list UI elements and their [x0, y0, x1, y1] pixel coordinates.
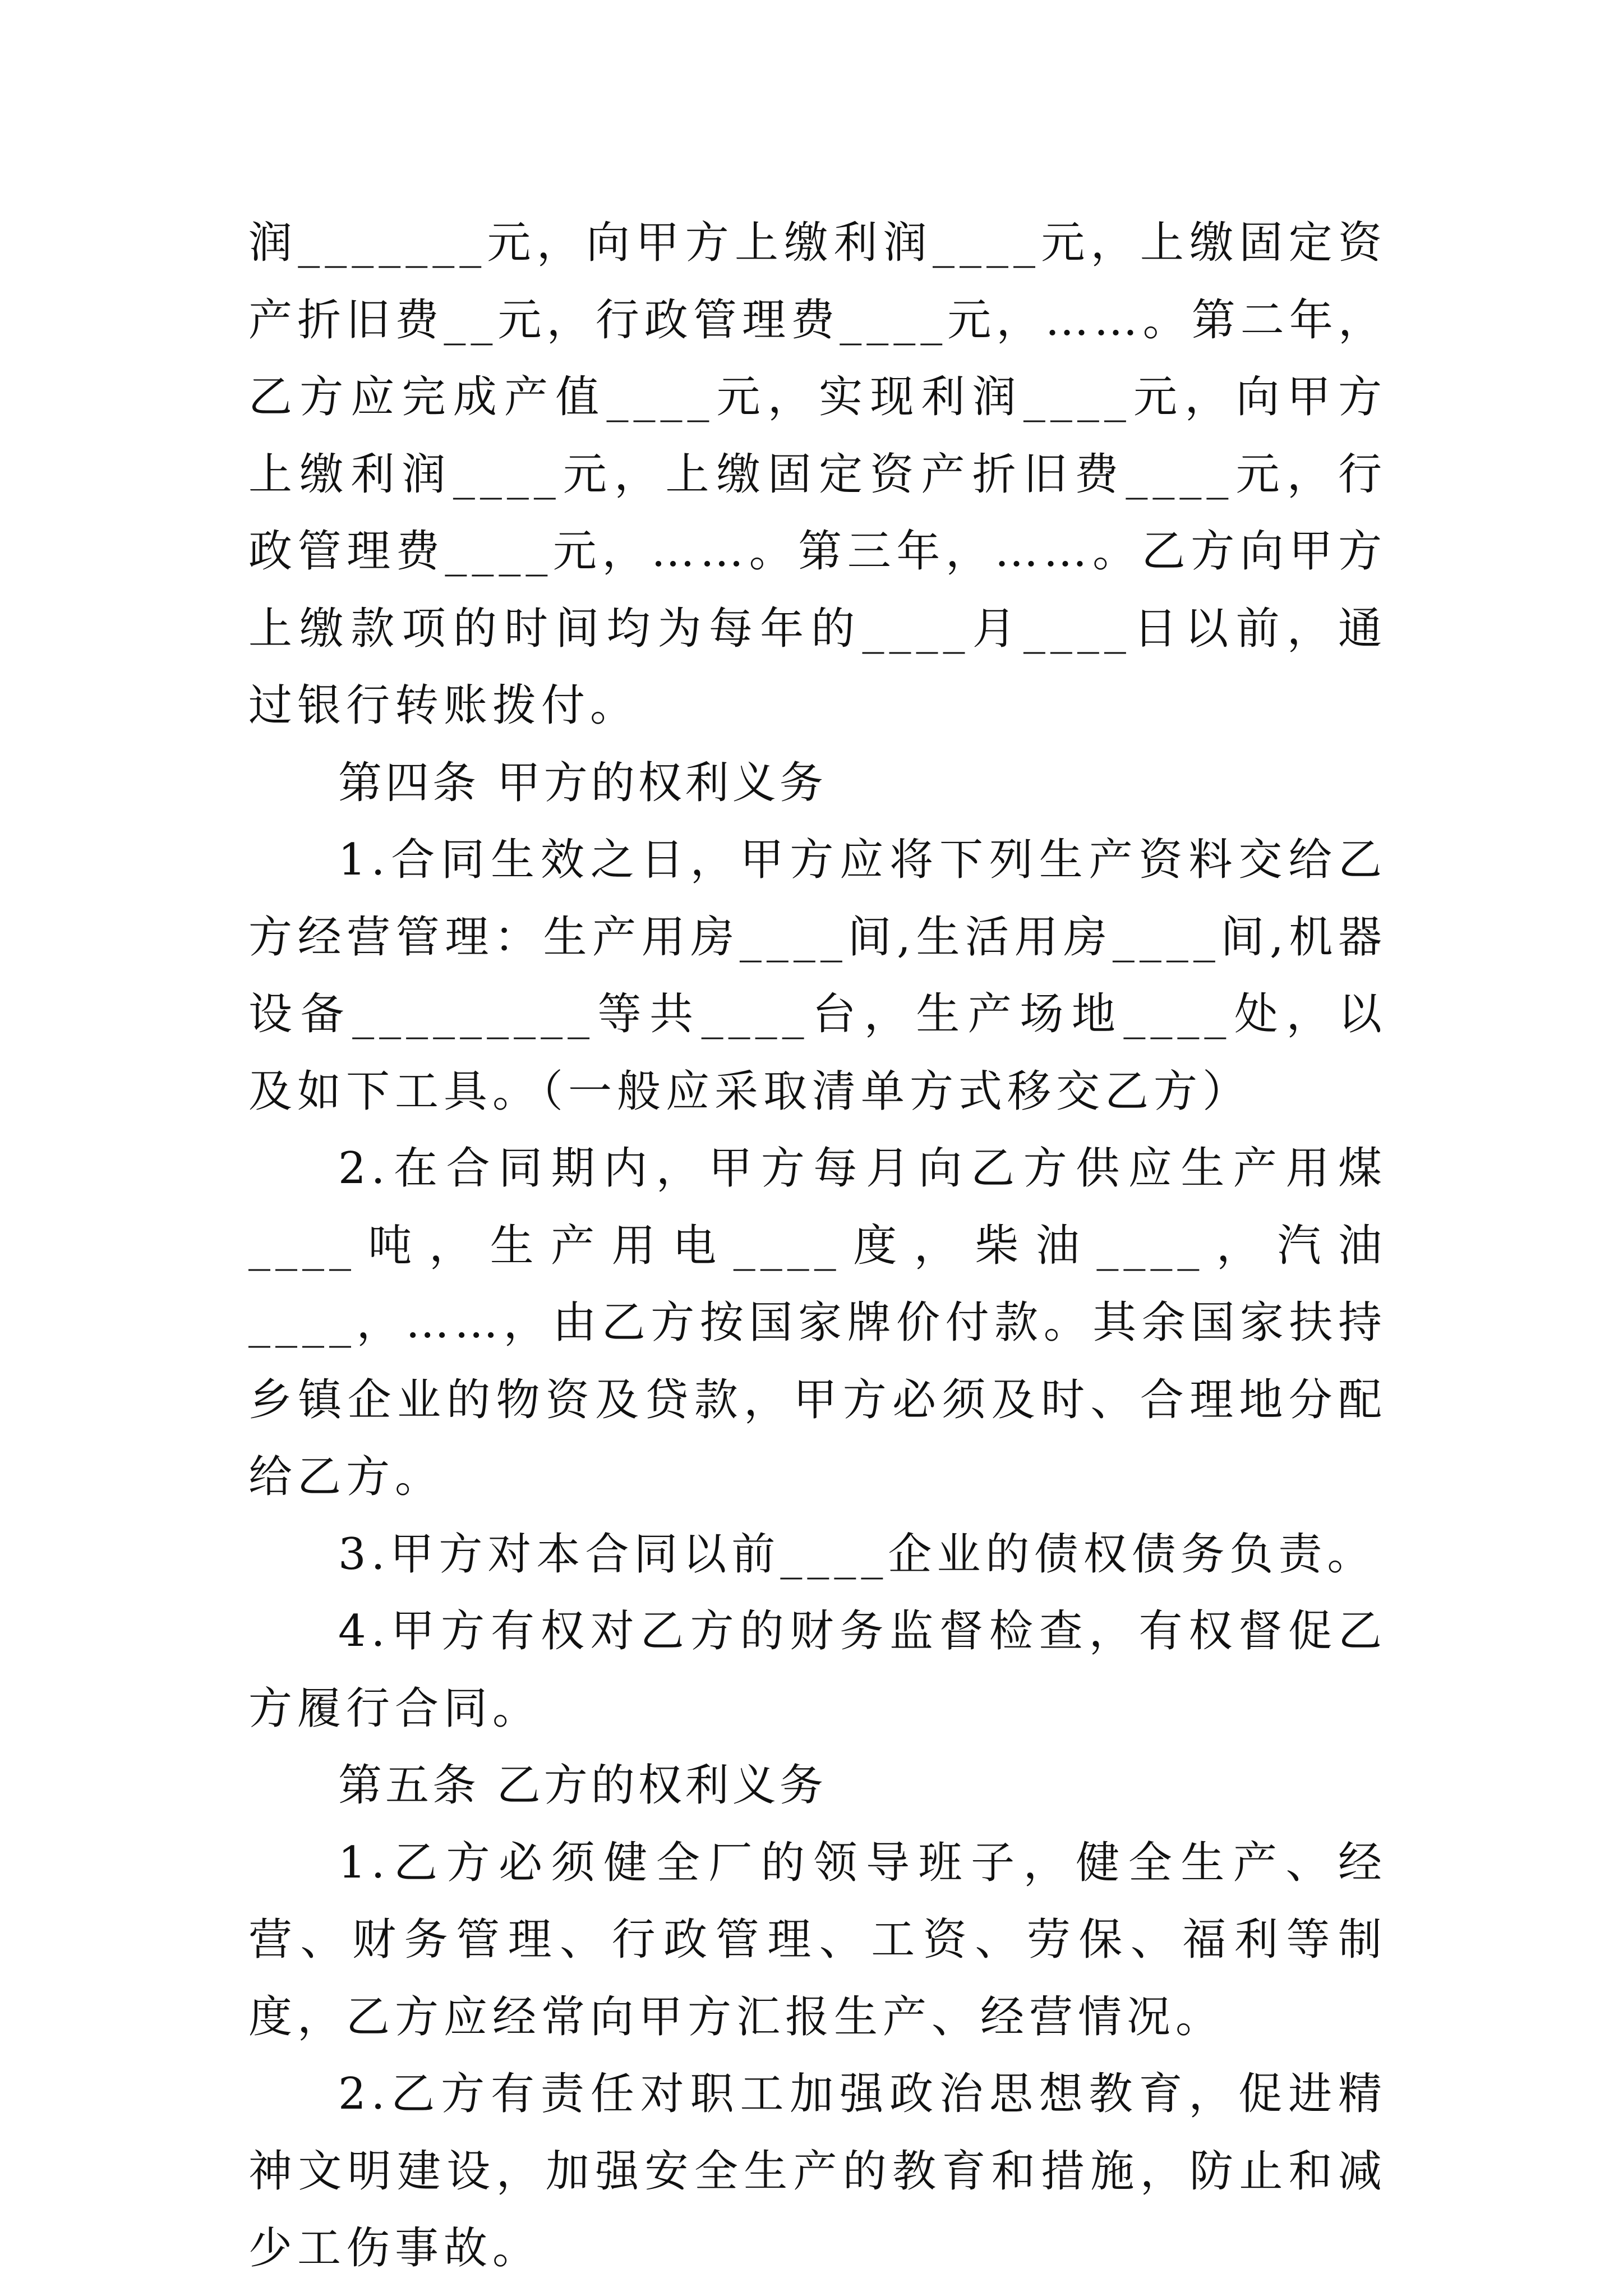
- paragraph-article-5-item-1: 1.乙方必须健全厂的领导班子，健全生产、经营、财务管理、行政管理、工资、劳保、福利等制度，乙方应经常向甲方汇报生产、经营情况。: [248, 1837, 1387, 2042]
- section-heading-article-5: 第五条 乙方的权利义务: [338, 1760, 827, 1811]
- paragraph-article-5-item-2: 2.乙方有责任对职工加强政治思想教育，促进精神文明建设，加强安全生产的教育和措施，防止和减少工伤事故。: [248, 2069, 1387, 2274]
- section-heading-article-4: 第四条 甲方的权利义务: [338, 757, 827, 808]
- paragraph-article-4-item-4: 4.甲方有权对乙方的财务监督检查，有权督促乙方履行合同。: [248, 1606, 1387, 1734]
- paragraph-article-4-item-3: 3.甲方对本合同以前____企业的债权债务负责。: [338, 1529, 1376, 1580]
- paragraph-payment-schedule: 润_______元，向甲方上缴利润____元，上缴固定资产折旧费__元，行政管理费____元，……。第二年，乙方应完成产值____元，实现利润____元，向甲方上缴利润____元，上缴固定资产折旧费____元，行政管理费____元，……。第三年，……。乙方向甲方上缴款项的时间均为每年的____月____日以前，通过银行转账拨付。: [248, 218, 1387, 731]
- paragraph-article-4-item-1: 1.合同生效之日，甲方应将下列生产资料交给乙方经营管理：生产用房____间,生活用房____间,机器设备_________等共____台，生产场地____处，以及如下工具。（一般应采取清单方式移交乙方）: [248, 835, 1387, 1117]
- document-body: [248, 205, 1387, 2288]
- paragraph-article-4-item-2: 2.在合同期内，甲方每月向乙方供应生产用煤____吨，生产用电____度，柴油____，汽油____，……，由乙方按国家牌价付款。其余国家扶持乡镇企业的物资及贷款，甲方必须及时、合理地分配给乙方。: [248, 1143, 1387, 1502]
